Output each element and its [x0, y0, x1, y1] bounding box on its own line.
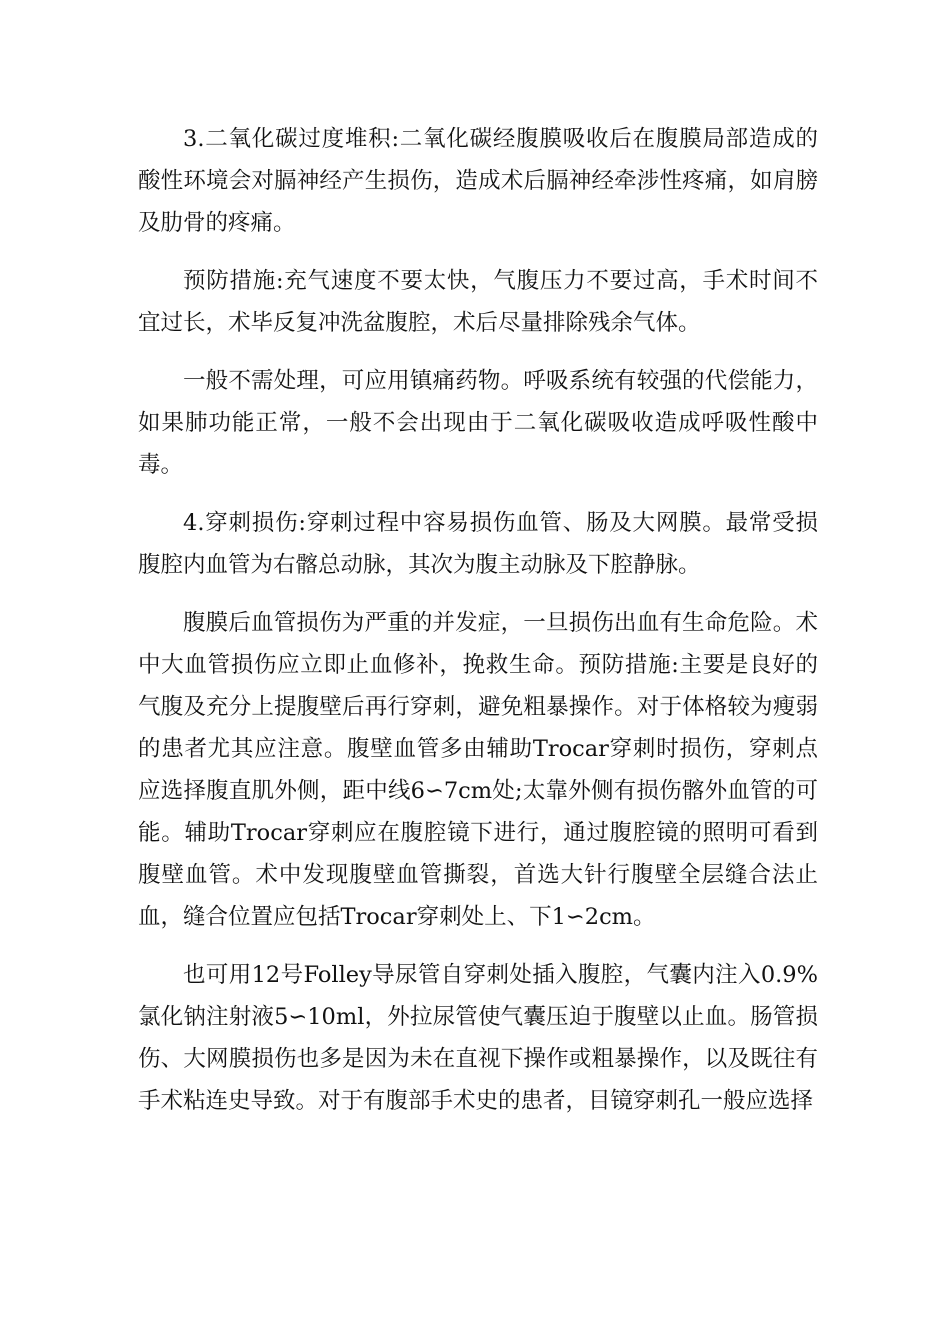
paragraph-prevention-measures: 预防措施:充气速度不要太快，气腹压力不要过高，手术时间不宜过长，术毕反复冲洗盆腹腔，术后尽量排除残余气体。 — [138, 268, 818, 336]
paragraph-general-treatment: 一般不需处理，可应用镇痛药物。呼吸系统有较强的代偿能力，如果肺功能正常，一般不会出现由于二氧化碳吸收造成呼吸性酸中毒。 — [138, 368, 818, 478]
document-body — [138, 118, 818, 1122]
paragraph-folley-catheter: 也可用12号Folley导尿管自穿刺处插入腹腔，气囊内注入0.9%氯化钠注射液5∽10ml，外拉尿管使气囊压迫于腹壁以止血。肠管损伤、大网膜损伤也多是因为未在直视下操作或粗暴操作，以及既往有手术粘连史导致。对于有腹部手术史的患者，目镜穿刺孔一般应选择 — [138, 962, 818, 1114]
paragraph-co2-accumulation: 3.二氧化碳过度堆积:二氧化碳经腹膜吸收后在腹膜局部造成的酸性环境会对膈神经产生损伤，造成术后膈神经牵涉性疼痛，如肩膀及肋骨的疼痛。 — [138, 126, 818, 236]
paragraph-puncture-injury: 4.穿刺损伤:穿刺过程中容易损伤血管、肠及大网膜。最常受损腹腔内血管为右髂总动脉，其次为腹主动脉及下腔静脉。 — [138, 510, 818, 578]
paragraph-retroperitoneal-vessel-injury: 腹膜后血管损伤为严重的并发症，一旦损伤出血有生命危险。术中大血管损伤应立即止血修补，挽救生命。预防措施:主要是良好的气腹及充分上提腹壁后再行穿刺，避免粗暴操作。对于体格较为瘦弱的患者尤其应注意。腹壁血管多由辅助Trocar穿刺时损伤，穿刺点应选择腹直肌外侧，距中线6∽7cm处;太靠外侧有损伤髂外血管的可能。辅助Trocar穿刺应在腹腔镜下进行，通过腹腔镜的照明可看到腹壁血管。术中发现腹壁血管撕裂，首选大针行腹壁全层缝合法止血，缝合位置应包括Trocar穿刺处上、下1∽2cm。 — [138, 610, 818, 930]
